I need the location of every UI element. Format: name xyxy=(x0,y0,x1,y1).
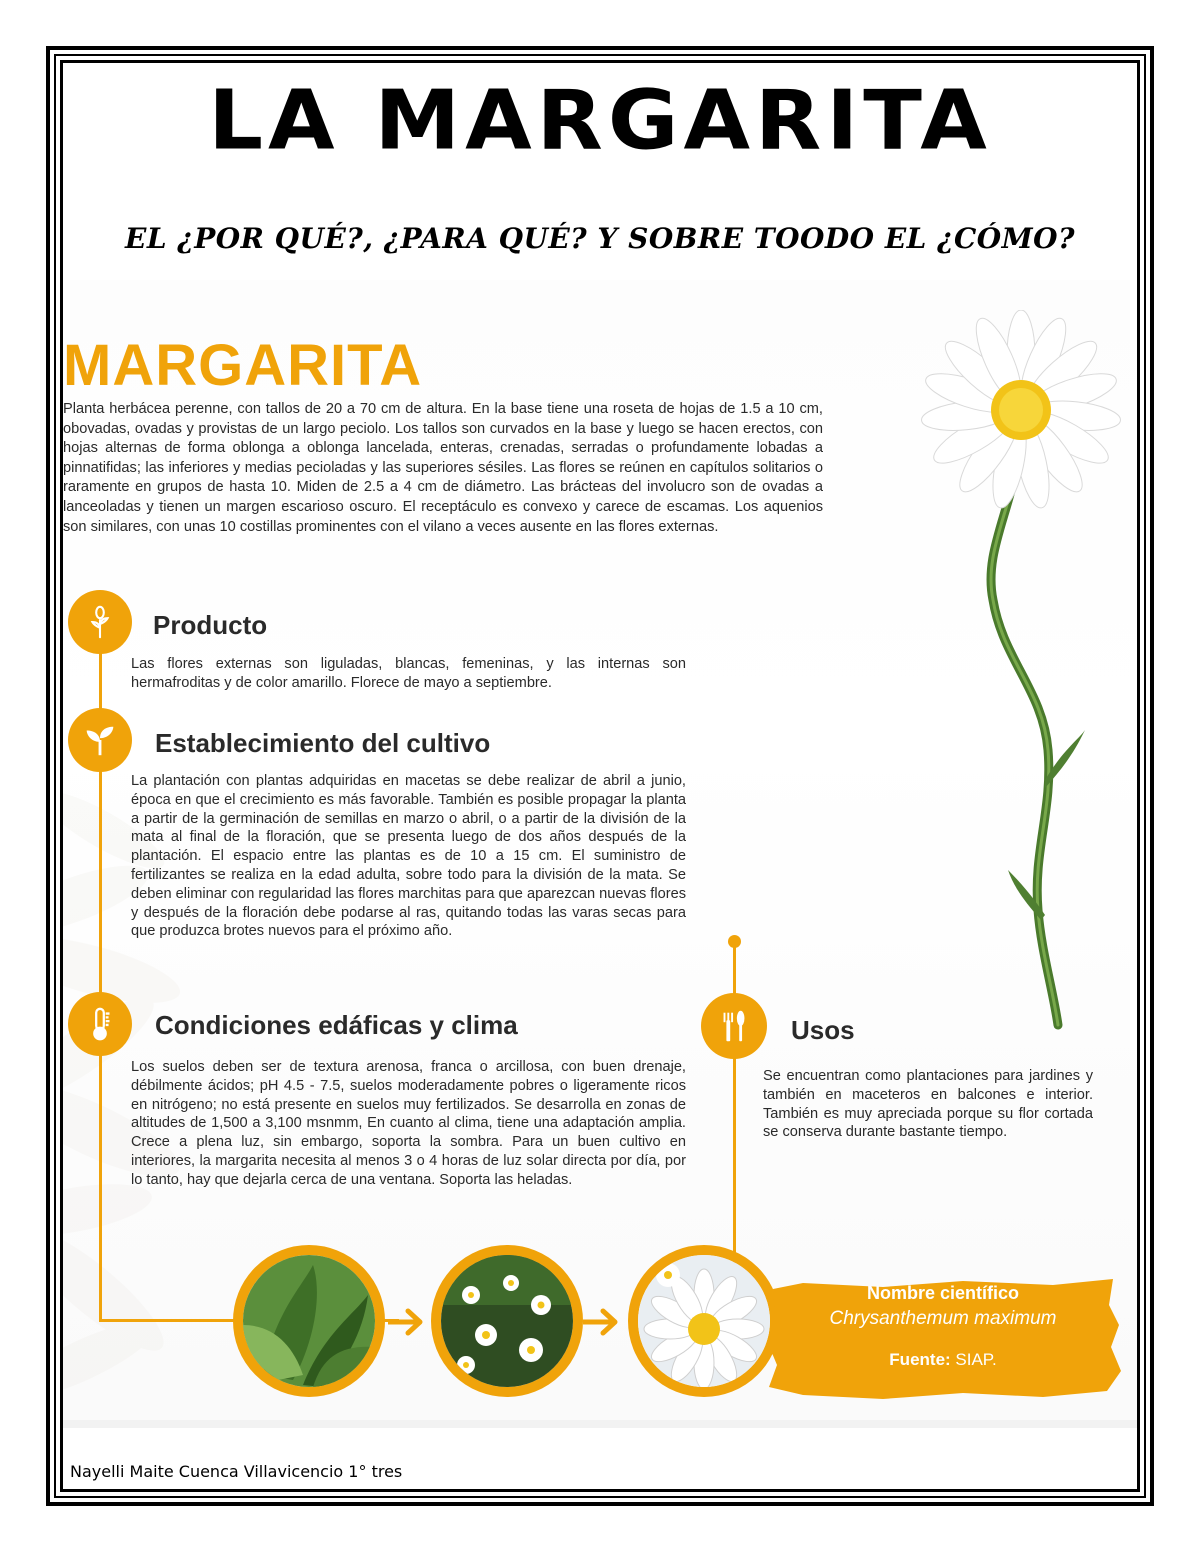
utensils-icon xyxy=(701,993,767,1059)
page-subtitle: EL ¿POR QUÉ?, ¿PARA QUÉ? Y SOBRE TOODO EL ¿CÓMO? xyxy=(125,222,1075,255)
section-text-usos: Se encuentran como plantaciones para jardines y también en maceteros en balcones e interior. También es muy apreciada porque su flor cortada se conserva durante bastante tiempo. xyxy=(763,1068,1093,1141)
infographic xyxy=(63,280,1137,1420)
intro-paragraph: Planta herbácea perenne, con tallos de 20 a 70 cm de altura. En la base tiene una roseta de hojas de 1.5 a 10 cm, obovadas, ovadas y provistas de un largo peciolo. Los tallos son curvados en la base y luego se hacen erectos, con hojas alternas de forma oblonga a oblonga lancelada, enteras, crenadas, serradas o profundamente lobadas a pinnatifidas; las inferiores y medias pecioladas y las superiores sésiles. Las flores se reúnen en capítulos solitarios o raramente en grupos de hasta 10. Miden de 2.5 a 4 cm de diámetro. Las brácteas del involucro son de ovadas a lanceoladas y tienen un margen escarioso oscuro. El receptáculo es convexo y carece de escamas. Los aquenios son similares, con unas 10 costillas prominentes con el vilano a veces ausente en las flores externas. xyxy=(63,401,823,535)
scientific-name-block xyxy=(778,1283,1108,1370)
section-title-producto: Producto xyxy=(153,610,268,640)
photo-daisy-closeup xyxy=(628,1245,780,1397)
photo-daisy-field xyxy=(431,1245,583,1397)
background-daisy-image xyxy=(63,570,253,1390)
source-line xyxy=(778,1350,1108,1370)
arrow-right-icon xyxy=(388,1307,428,1337)
thermometer-icon xyxy=(68,992,132,1056)
source-value: SIAP. xyxy=(950,1350,997,1369)
section-title-usos: Usos xyxy=(791,1015,855,1045)
daisy-flower-image xyxy=(863,310,1123,1030)
infographic-bottom-band xyxy=(63,1420,1137,1428)
sprout-icon xyxy=(68,708,132,772)
scientific-name-value: Chrysanthemum maximum xyxy=(829,1308,1057,1329)
arrow-right-icon xyxy=(583,1307,623,1337)
page-title: LA MARGARITA xyxy=(208,73,992,169)
section-title-condiciones: Condiciones edáficas y clima xyxy=(155,1010,518,1040)
infographic-heading: MARGARITA xyxy=(63,333,423,398)
author-footer: Nayelli Maite Cuenca Villavicencio 1° tres xyxy=(70,1462,403,1481)
source-label: Fuente: xyxy=(889,1350,951,1369)
section-text-producto: Las flores externas son liguladas, blancas, femeninas, y las internas son hermafroditas y de color amarillo. Florece de mayo a septiembre. xyxy=(131,656,686,691)
photo-plant-leaves xyxy=(233,1245,385,1397)
section-text-establecimiento: La plantación con plantas adquiridas en macetas se debe realizar de abril a junio, época en que el crecimiento es más favorable. También es posible propagar la planta a partir de la germinación de semillas en marzo o abril, o a partir de la división de la mata al final de la floración, que se presenta luego de dos años después de la plantación. El espacio entre las plantas es de 10 a 15 cm. El suministro de fertilizantes se realiza en la edad adulta, sobre todo para la división de la mata. Se deben eliminar con regularidad las flores marchitas para que aparezcan nuevas flores y después de la floración debe podarse al ras, quitando todas las varas secas para que produzca brotes nuevos para el próximo año. xyxy=(131,773,686,940)
section-text-condiciones: Los suelos deben ser de textura arenosa, franca o arcillosa, con buen drenaje, débilmente ácidos; pH 4.5 - 7.5, suelos moderadamente pobres o ligeramente ricos en nitrógeno; no está presente en suelos muy fertilizados. Se desarrolla en zonas de altitudes de 1,500 a 3,100 msnmm, En cuanto al clima, tiene una adaptación amplia. Crece a plena luz, sin embargo, soporta la sombra. Para un buen cultivo en interiores, la margarita necesita al menos 3 o 4 horas de luz solar directa por día, por lo tanto, hay que dejarla cerca de una ventana. Soporta las heladas. xyxy=(131,1059,686,1188)
section-title-establecimiento: Establecimiento del cultivo xyxy=(155,728,491,758)
scientific-name-label: Nombre científico xyxy=(866,1283,1020,1303)
flower-icon xyxy=(68,590,132,654)
